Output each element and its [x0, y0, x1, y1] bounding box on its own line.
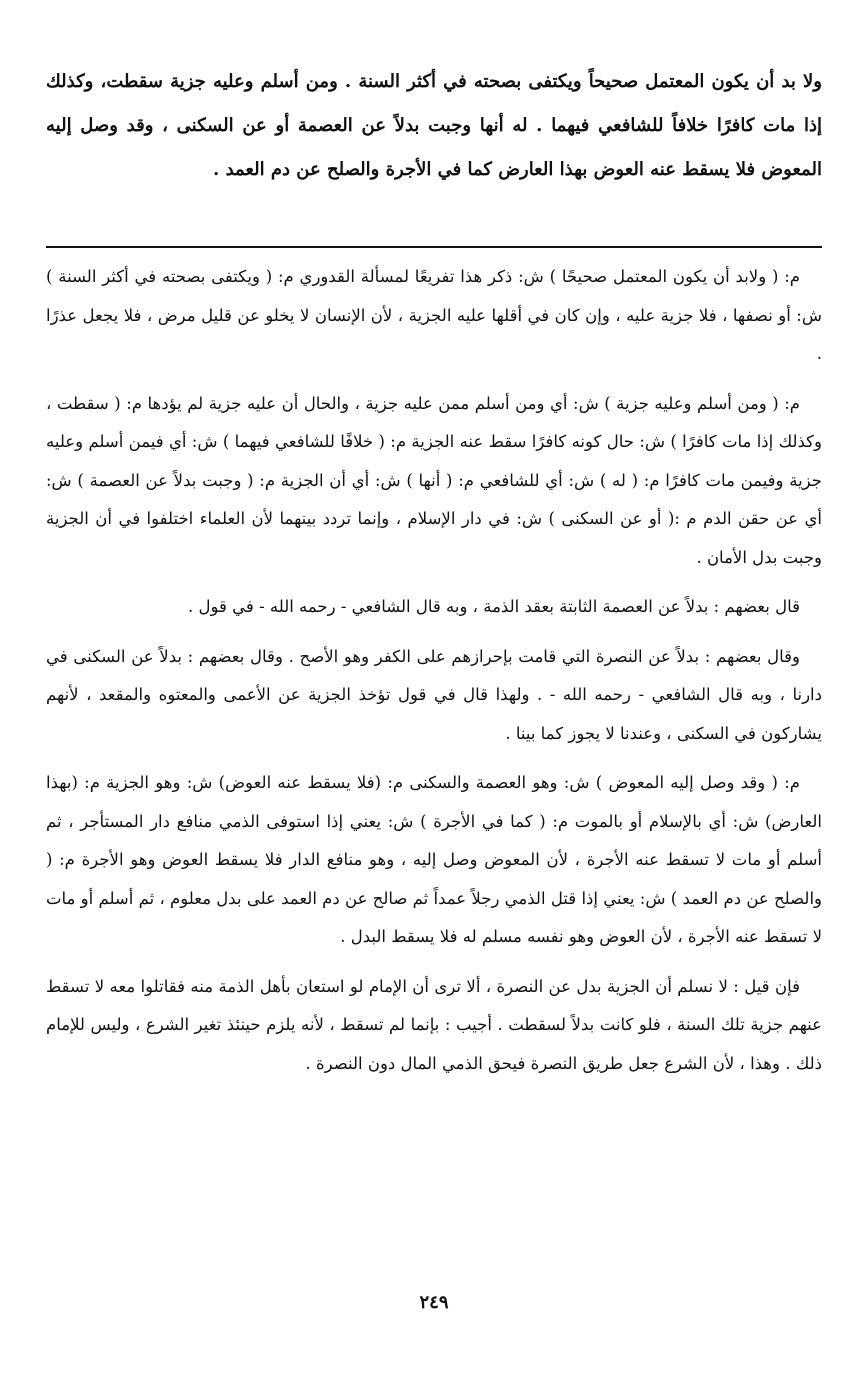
page-number: ٢٤٩ — [419, 1292, 449, 1313]
commentary-section — [46, 258, 822, 1094]
commentary-paragraph: م: ( ومن أسلم وعليه جزية ) ش: أي ومن أسلم ممن عليه جزية ، والحال أن عليه جزية لم يؤدها م: ( سقطت ، وكذلك إذا مات كافرًا ) ش: حال كونه كافرًا سقط عنه الجزية م: ( خلافًا للشافعي فيهما ) ش: أي فيمن أسلم وعليه جزية وفيمن مات كافرًا م: ( له ) ش: أي للشافعي م: ( أنها ) ش: أي أن الجزية م: ( وجبت بدلاً عن العصمة ) ش: أي عن حقن الدم م :( أو عن السكنى ) ش: في دار الإسلام ، وإنما تردد بينهما لأن العلماء اختلفوا في أن الجزية وجبت بدل الأمان . — [46, 393, 822, 567]
commentary-paragraph: م: ( وقد وصل إليه المعوض ) ش: وهو العصمة والسكنى م: (فلا يسقط عنه العوض) ش: وهو الجزية م: (بهذا العارض) ش: أي بالإسلام أو بالموت م: ( كما في الأجرة ) ش: يعني إذا استوفى الذمي منافع دار المستأجر ، ثم أسلم أو مات لا تسقط عنه الأجرة ، لأن المعوض وصل إليه ، وهو منافع الدار فلا يسقط العوض وهو الأجرة م: ( والصلح عن دم العمد ) ش: يعني إذا قتل الذمي رجلاً عمداً ثم صالح عن دم العمد على بدل معلوم ، ثم أسلم أو مات لا تسقط عنه الأجرة ، لأن العوض وهو نفسه مسلم له فلا يسقط البدل . — [46, 773, 822, 946]
commentary-paragraph: قال بعضهم : بدلاً عن العصمة الثابتة بعقد الذمة ، وبه قال الشافعي - رحمه الله - في قول . — [188, 597, 800, 616]
separator-rule — [46, 246, 822, 248]
commentary-paragraph: وقال بعضهم : بدلاً عن النصرة التي قامت بإحرازهم على الكفر وهو الأصح . وقال بعضهم : بدلاً عن السكنى في دارنا ، وبه قال الشافعي - رحمه الله - . ولهذا قال في قول تؤخذ الجزية عن الأعمى والمعتوه والمقعد ، لأنهم يشاركون في السكنى ، وعندنا لا يجوز كما بينا . — [46, 646, 822, 743]
commentary-paragraph: م: ( ولابد أن يكون المعتمل صحيحًا ) ش: ذكر هذا تفريعًا لمسألة القدوري م: ( ويكتفى بصحته في أكثر السنة ) ش: أو نصفها ، فلا جزية عليه ، وإن كان في أقلها عليه الجزية ، لأن الإنسان لا يخلو عن قليل مرض ، فلا يجعل عذرًا . — [46, 267, 822, 363]
commentary-paragraph: فإن قيل : لا نسلم أن الجزية بدل عن النصرة ، ألا ترى أن الإمام لو استعان بأهل الذمة منه فقاتلوا معه لا تسقط عنهم جزية تلك السنة ، فلو كانت بدلاً لسقطت . أجيب : بإنما لم تسقط ، لأنه يلزم حينئذ تغير الشرع ، وليس للإمام ذلك . وهذا ، لأن الشرع جعل طريق النصرة فيحق الذمي المال دون النصرة . — [46, 976, 822, 1073]
matn-paragraph: ولا بد أن يكون المعتمل صحيحاً ويكتفى بصحته في أكثر السنة . ومن أسلم وعليه جزية سقطت، وكذلك إذا مات كافرًا خلافاً للشافعي فيهما . له أنها وجبت بدلاً عن العصمة أو عن السكنى ، وقد وصل إليه المعوض فلا يسقط عنه العوض بهذا العارض كما في الأجرة والصلح عن دم العمد . — [46, 71, 822, 180]
